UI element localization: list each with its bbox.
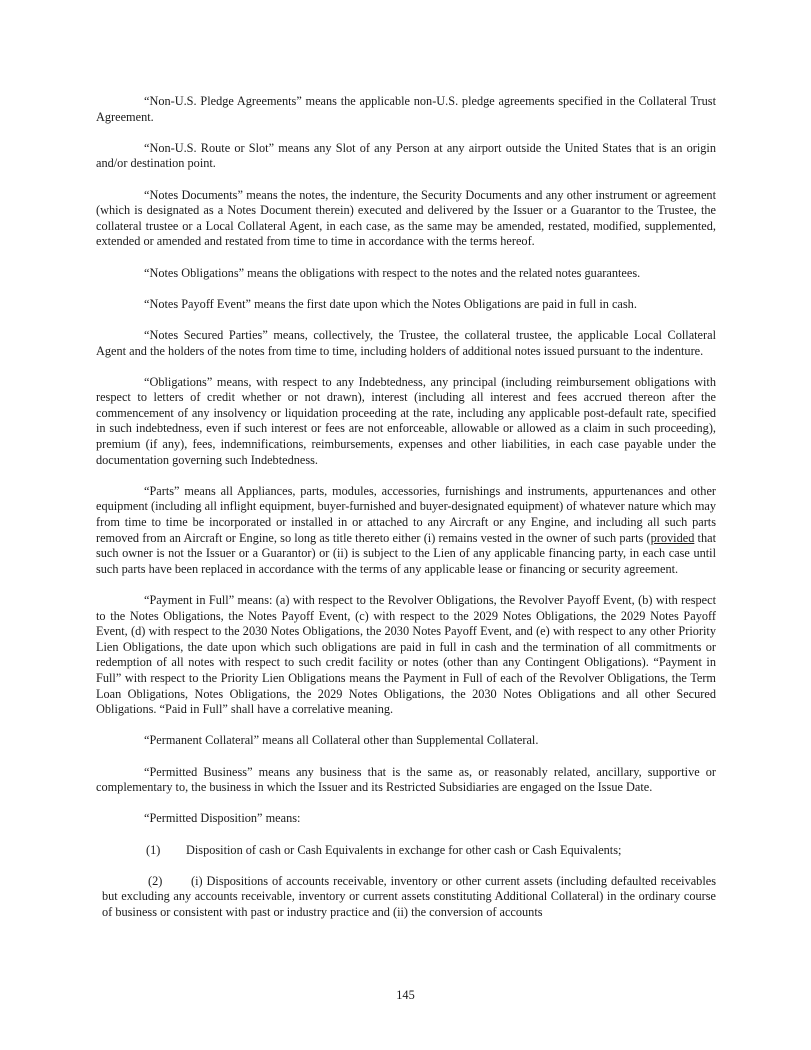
parts-text-start: “Parts” means all Appliances, parts, modules, accessories, furnishings and instruments, appurtenances and other equipment (including all inflight equipment, buyer-furnished and buyer-designated equipment) of whatever nature which may from time to time be incorporated or installed in or attached to any Aircraft or any Engine, and including all such parts removed from an Aircraft or Engine, so long as title thereto either (i) remains vested in the owner of such parts (	[96, 483, 716, 545]
list-item-number: (1)	[146, 842, 161, 857]
list-item-text: Disposition of cash or Cash Equivalents in exchange for other cash or Cash Equivalents;	[186, 842, 622, 857]
list-item	[96, 874, 716, 921]
definition-parts	[96, 484, 716, 578]
definition-permitted-disposition: “Permitted Disposition” means:	[144, 811, 301, 826]
list-item-text: (i) Dispositions of accounts receivable, inventory or other current assets (including defaulted receivables but excluding any accounts receivable, inventory or current assets constituting Additional Collateral) in the ordinary course of business or consistent with past or industry practice and (ii) the conversion of accounts	[102, 873, 716, 919]
definition-permanent-collateral: “Permanent Collateral” means all Collateral other than Supplemental Collateral.	[144, 733, 539, 748]
page-number: 145	[396, 988, 415, 1002]
definition-non-us-pledge-agreements: “Non-U.S. Pledge Agreements” means the applicable non-U.S. pledge agreements specified in the Collateral Trust Agreement.	[96, 94, 716, 124]
definition-notes-obligations: “Notes Obligations” means the obligations with respect to the notes and the related notes guarantees.	[144, 265, 641, 280]
definition-obligations: “Obligations” means, with respect to any Indebtedness, any principal (including reimbursement obligations with respect to letters of credit whether or not drawn), interest (including all interest and fees accrued thereon after the commencement of any insolvency or liquidation proceeding at the rate, including any applicable post-default rate, specified in such indebtedness, even if such interest or fees are not enforceable, allowable or allowed as a claim in such proceeding), premium (if any), fees, indemnifications, reimbursements, expenses and other liabilities, in each case payable under the documentation governing such Indebtedness.	[96, 374, 716, 467]
list-item-number: (2)	[148, 873, 163, 888]
definition-notes-payoff-event: “Notes Payoff Event” means the first date upon which the Notes Obligations are paid in full in cash.	[144, 296, 637, 311]
definition-notes-documents: “Notes Documents” means the notes, the indenture, the Security Documents and any other instrument or agreement (which is designated as a Notes Document therein) executed and delivered by the Issuer or a Guarantor to the Trustee, the collateral trustee or a Local Collateral Agent, in each case, as the same may be amended, restated, modified, supplemented, extended or amended and restated from time to time in accordance with the terms hereof.	[96, 187, 716, 249]
definition-non-us-route-or-slot: “Non-U.S. Route or Slot” means any Slot of any Person at any airport outside the United States that is an origin and/or destination point.	[96, 140, 716, 171]
list-item	[96, 843, 716, 859]
definition-payment-in-full: “Payment in Full” means: (a) with respect to the Revolver Obligations, the Revolver Payoff Event, (b) with respect to the Notes Obligations, the Notes Payoff Event, (c) with respect to the 2029 Notes Obligations, the 2029 Notes Payoff Event, (d) with respect to the 2030 Notes Obligations, the 2030 Notes Payoff Event, and (e) with respect to any other Priority Lien Obligations, the date upon which such obligations are paid in full in cash and the termination of all commitments or redemption of all notes with respect to such credit facility or notes (other than any Contingent Obligations). “Payment in Full” with respect to the Priority Lien Obligations means the Payment in Full of each of the Revolver Obligations, the Term Loan Obligations, Notes Obligations, the 2029 Notes Obligations, the 2030 Notes Obligations and all other Secured Obligations. “Paid in Full” shall have a correlative meaning.	[96, 593, 716, 717]
document-body	[96, 94, 716, 936]
parts-text-end: that such owner is not the Issuer or a Guarantor) or (ii) is subject to the Lien of any applicable financing party, in each case until such parts have been replaced in accordance with the terms of any applicable lease or financing or security agreement.	[96, 530, 716, 576]
definition-notes-secured-parties: “Notes Secured Parties” means, collectively, the Trustee, the collateral trustee, the applicable Local Collateral Agent and the holders of the notes from time to time, including holders of additional notes issued pursuant to the indenture.	[96, 327, 716, 358]
definition-permitted-business: “Permitted Business” means any business that is the same as, or reasonably related, ancillary, supportive or complementary to, the business in which the Issuer and its Restricted Subsidiaries are engaged on the Issue Date.	[96, 764, 716, 795]
parts-provided-underlined: provided	[650, 530, 695, 545]
